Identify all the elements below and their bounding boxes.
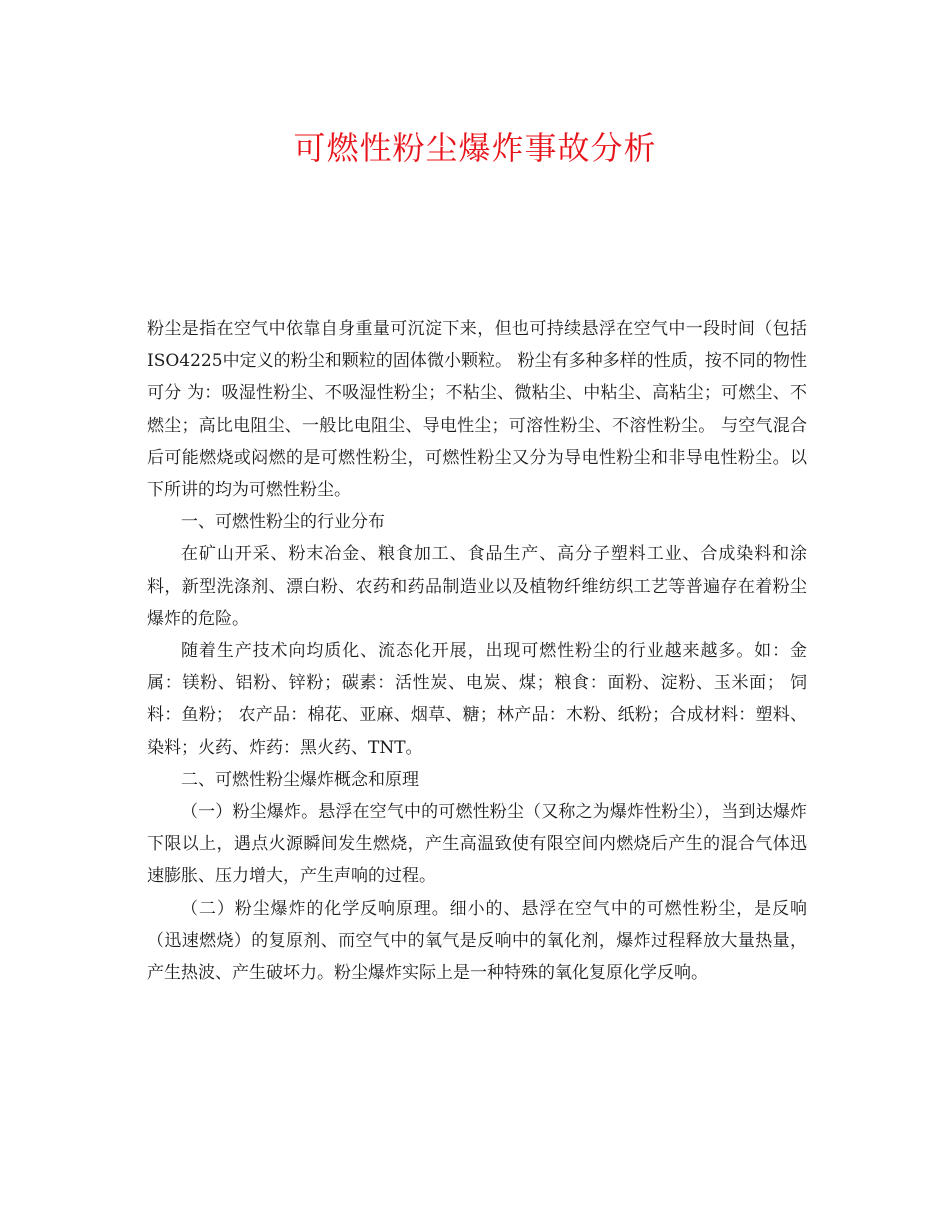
paragraph-intro: 粉尘是指在空气中依靠自身重量可沉淀下来，但也可持续悬浮在空气中一段时间（包括ISO4225中定义的粉尘和颗粒的固体微小颗粒。 粉尘有多种多样的性质，按不同的物性可分 为：吸湿性粉尘、不吸湿性粉尘；不粘尘、微粘尘、中粘尘、高粘尘；可燃尘、不燃尘；高比电阻尘、一般比电阻尘、导电性尘；可溶性粉尘、不溶性粉尘。 与空气混合后可能燃烧或闷燃的是可燃性粉尘，可燃性粉尘又分为导电性粉尘和非导电性粉尘。以下所讲的均为可燃性粉尘。 [147,319,807,501]
section-heading-2: 二、可燃性粉尘爆炸概念和原理 [181,769,419,790]
paragraph-industries: 在矿山开采、粉末冶金、粮食加工、食品生产、高分子塑料工业、合成染料和涂料，新型洗涤剂、漂白粉、农药和药品制造业以及植物纤维纺织工艺等普遍存在着粉尘爆炸的危险。 [147,544,807,629]
page-title: 可燃性粉尘爆炸事故分析 [293,129,657,167]
section-heading-1: 一、可燃性粉尘的行业分布 [181,512,385,533]
paragraph-definition: （一）粉尘爆炸。悬浮在空气中的可燃性粉尘（又称之为爆炸性粉尘），当到达爆炸下限以上，遇点火源瞬间发生燃烧，产生高温致使有限空间内燃烧后产生的混合气体迅速膨胀、压力增大，产生声响的过程。 [147,802,807,887]
document-body [147,313,807,989]
paragraph-examples: 随着生产技术向均质化、流态化开展，出现可燃性粉尘的行业越来越多。如：金属：镁粉、铝粉、锌粉；碳素：活性炭、电炭、煤；粮食：面粉、淀粉、玉米面； 饲料：鱼粉； 农产品：棉花、亚麻、烟草、糖；林产品：木粉、纸粉；合成材料：塑料、染料；火药、炸药：黑火药、TNT。 [147,641,807,758]
paragraph-principle: （二）粉尘爆炸的化学反响原理。细小的、悬浮在空气中的可燃性粉尘，是反响（迅速燃烧）的复原剂、而空气中的氧气是反响中的氧化剂，爆炸过程释放大量热量，产生热波、产生破坏力。粉尘爆炸实际上是一种特殊的氧化复原化学反响。 [147,898,807,984]
